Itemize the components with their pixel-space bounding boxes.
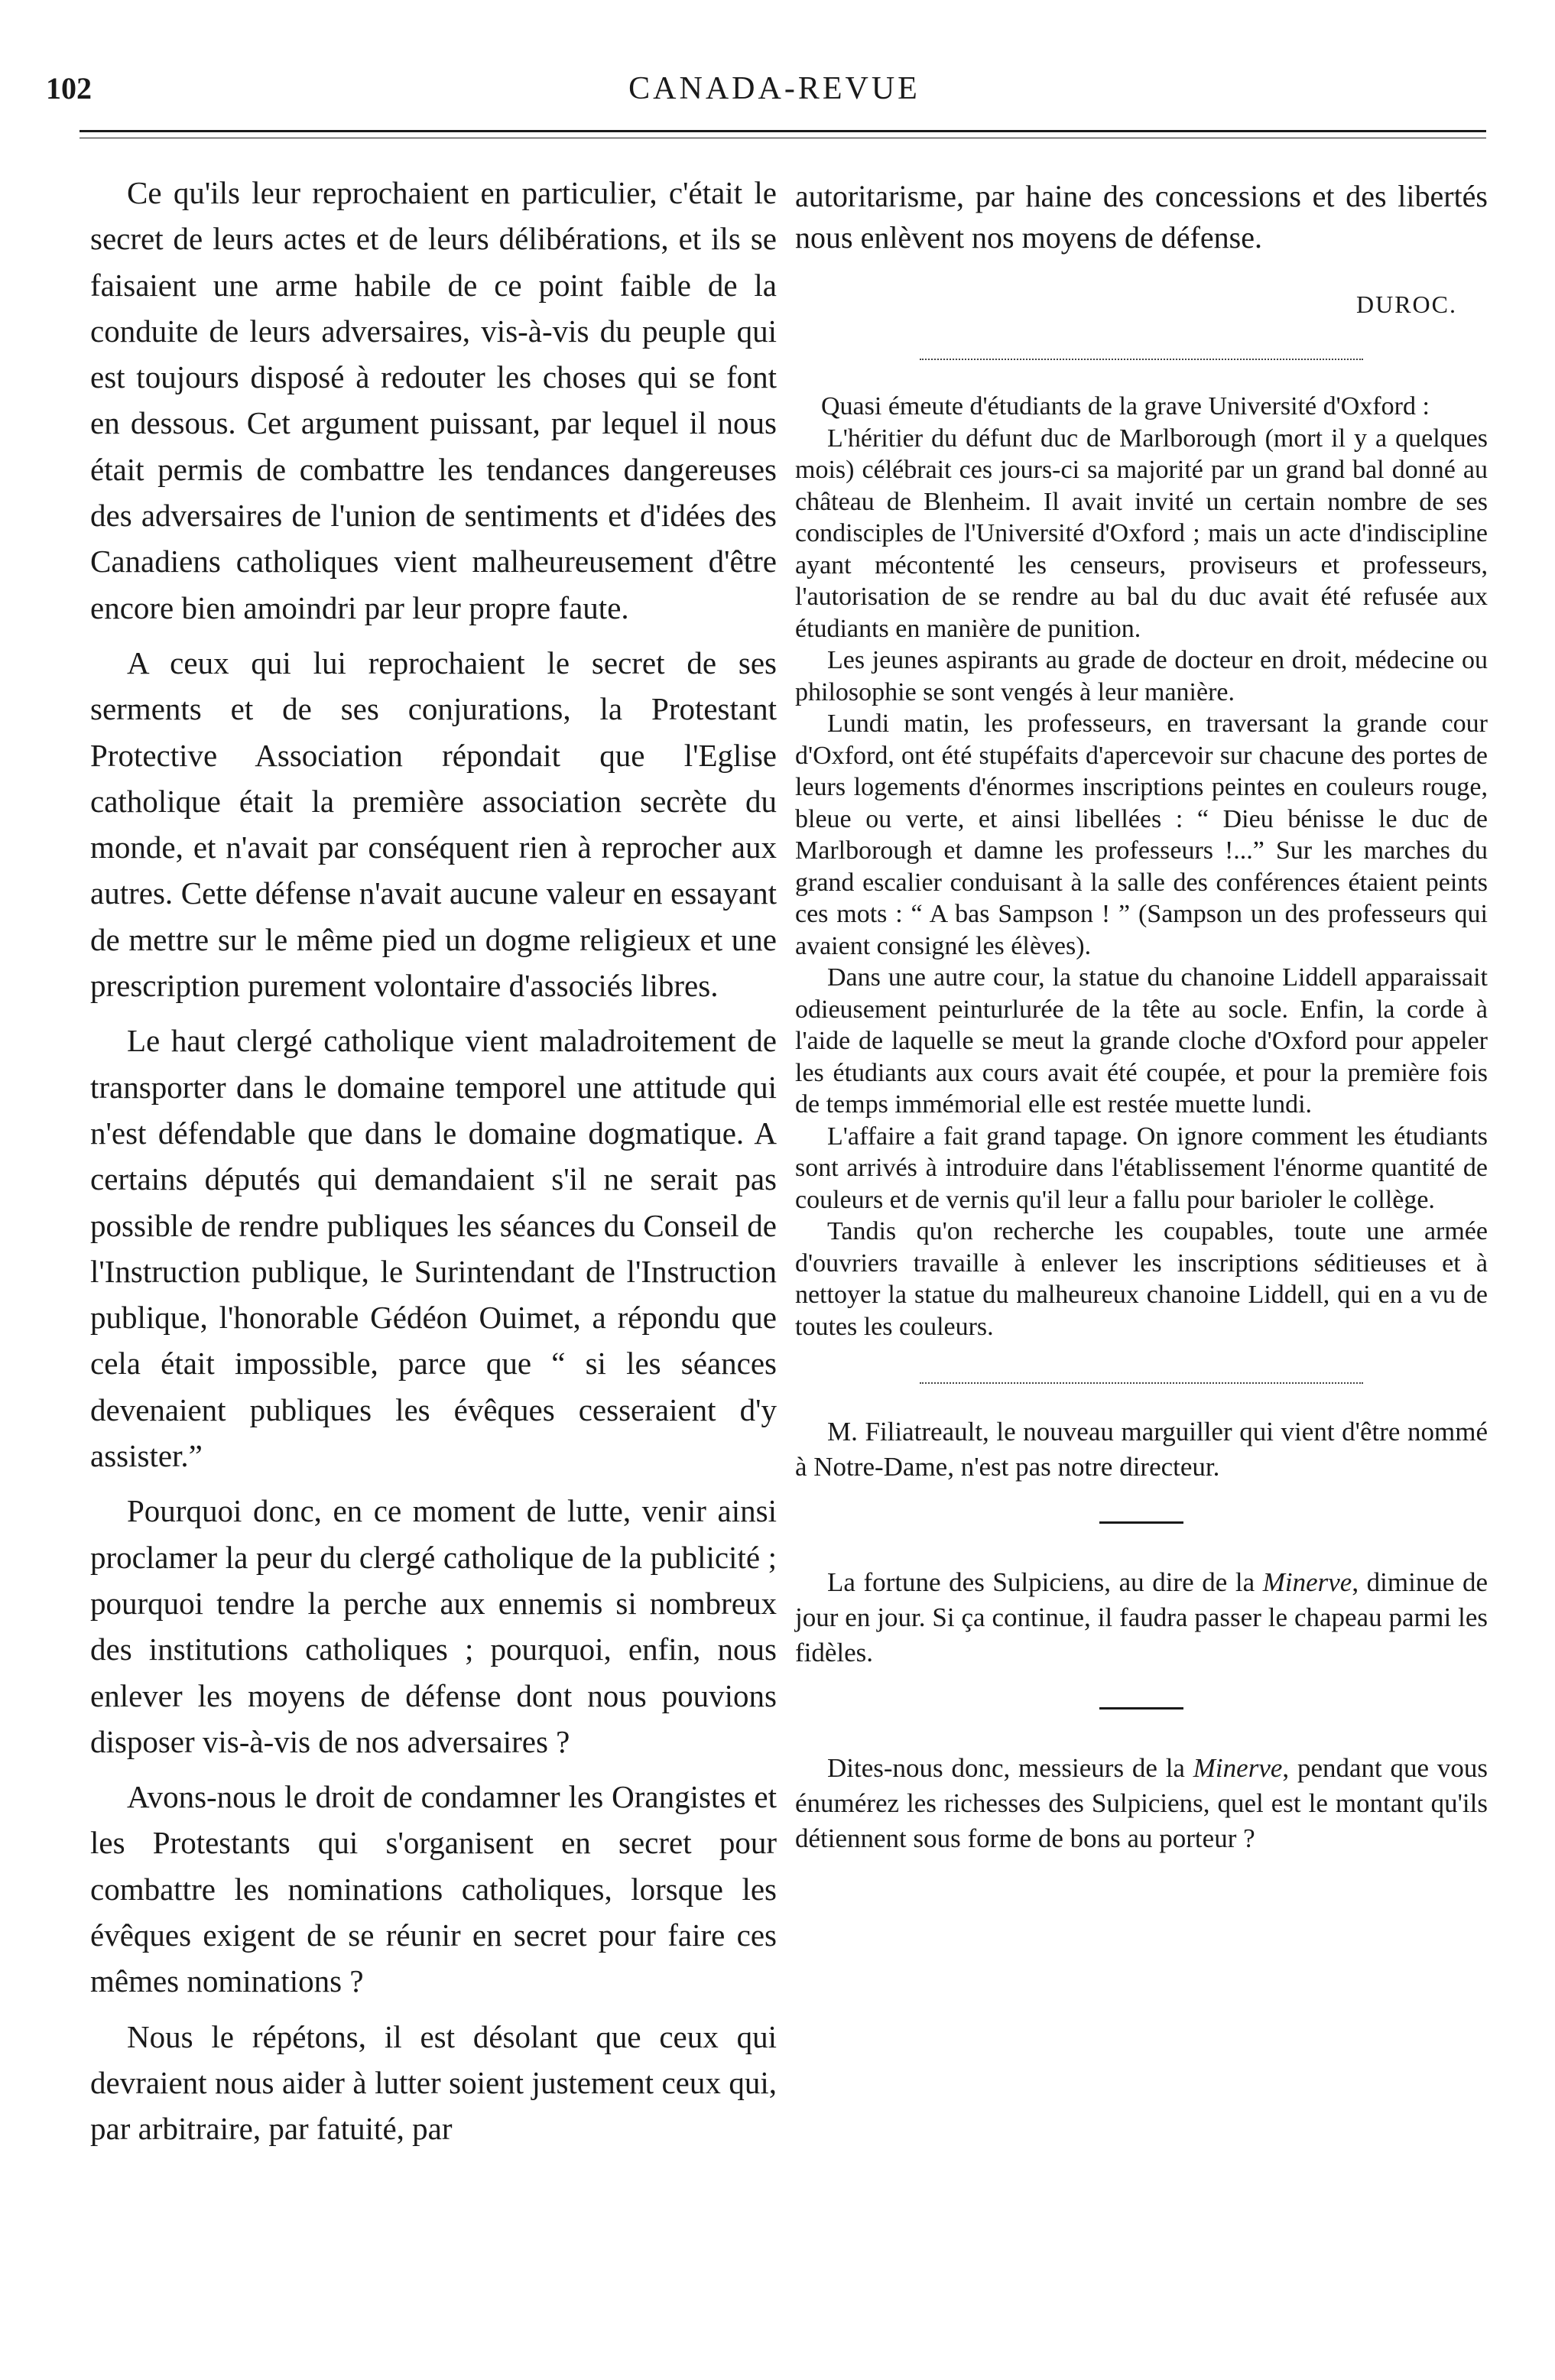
paragraph: Le haut clergé catholique vient maladroitement de transporter dans le domaine temporel une attitude qui n'est défendable que dans le domaine dogmatique. A certains députés qui demandaient s'il ne serait pas possible de rendre publiques les séances du Conseil de l'Instruction publique, le Surintendant de l'Instruction publique, l'honorable Gédéon Ouimet, a répondu que cela était impossible, parce que “ si les séances devenaient publiques les évêques cesseraient d'y assister.” [90, 1023, 777, 1474]
publication-name: Minerve [1262, 1567, 1352, 1597]
note-text [795, 1751, 1488, 1856]
article-continuation [795, 176, 1488, 258]
publication-name: Minerve [1193, 1753, 1283, 1783]
short-divider [1099, 1521, 1183, 1524]
paragraph: Avons-nous le droit de condamner les Orangistes et les Protestants qui s'organisent en secret pour combattre les nominations catholiques, lorsque les évêques exigent de se réunir en secret pour faire ces mêmes nominations ? [90, 1779, 777, 1999]
page-number: 102 [46, 71, 92, 106]
paragraph: Ce qu'ils leur reprochaient en particulier, c'était le secret de leurs actes et de leurs délibérations, et ils se faisaient une arme habile de ce point faible de la conduite de leurs adversaires, vis-à-vis du peuple qui est toujours disposé à redouter les choses qui se font en dessous. Cet argument puissant, par lequel il nous était permis de combattre les tendances dangereuses des adversaires de l'union de sentiments et d'idées des Canadiens catholiques vient malheureusement d'être encore bien amoindri par leur propre faute. [90, 175, 777, 625]
section-divider [920, 359, 1363, 360]
article-paragraph: Tandis qu'on recherche les coupables, toute une armée d'ouvriers travaille à enlever les inscriptions séditieuses et à nettoyer la statue du malheureux chanoine Liddell, qui en a vu de toutes les couleurs. [795, 1217, 1488, 1341]
note-text-end: , diminue de jour en jour. Si ça continue, il faudra passer le chapeau parmi les fidèles. [795, 1567, 1488, 1667]
article-paragraph: L'héritier du défunt duc de Marlborough (mort il y a quelques mois) célébrait ces jours-ci sa majorité par un grand bal donné au château de Blenheim. Il avait invité un certain nombre de ses condisciples de l'Université d'Oxford ; mais un acte d'indiscipline ayant mécontenté les censeurs, proviseurs et professeurs, l'autorisation de se rendre au bal du duc avait été refusée aux étudiants en manière de punition. [795, 424, 1488, 643]
note-text-end: , pendant que vous énumérez les richesses des Sulpiciens, quel est le montant qu'ils détiennent sous forme de bons au porteur ? [795, 1753, 1488, 1853]
article-paragraph: Lundi matin, les professeurs, en traversant la grande cour d'Oxford, ont été stupéfaits d'apercevoir sur chacune des portes de leurs logements d'énormes inscriptions peintes en couleurs rouge, bleue ou verte, et ainsi libellées : “ Dieu bénisse le duc de Marlborough et damne les professeurs !...” Sur les marches du grand escalier conduisant à la salle des conférences étaient peints ces mots : “ A bas Sampson ! ” (Sampson un des professeurs qui avaient consigné les élèves). [795, 709, 1488, 960]
oxford-article [795, 391, 1488, 1343]
article-paragraph: Les jeunes aspirants au grade de docteur en droit, médecine ou philosophie se sont vengés à leur manière. [795, 646, 1488, 706]
right-column [795, 176, 1488, 1856]
header-rule [80, 130, 1486, 132]
paragraph: Nous le répétons, il est désolant que ceux qui devraient nous aider à lutter soient justement ceux qui, par arbitraire, par fatuité, par [90, 2018, 777, 2147]
journal-title: CANADA-REVUE [628, 71, 920, 106]
paragraph: Pourquoi donc, en ce moment de lutte, venir ainsi proclamer la peur du clergé catholique de la publicité ; pourquoi tendre la perche aux ennemis si nombreux des institutions catholiques ; pourquoi, enfin, nous enlever les moyens de défense dont nous pouvions disposer vis-à-vis de nos adversaires ? [90, 1493, 777, 1759]
article-paragraph: L'affaire a fait grand tapage. On ignore comment les étudiants sont arrivés à introduire dans l'établissement l'énorme quantité de couleurs et de vernis qu'il leur a fallu pour barioler le collège. [795, 1122, 1488, 1214]
article-paragraph: Dans une autre cour, la statue du chanoine Liddell apparaissait odieusement peinturlurée de la tête au socle. Enfin, la corde à l'aide de laquelle se meut la grande cloche d'Oxford pour appeler les étudiants aux cours avait été coupée, et pour la première fois de temps immémorial elle est restée muette lundi. [795, 963, 1488, 1119]
note-text: M. Filiatreault, le nouveau marguiller qui vient d'être nommé à Notre-Dame, n'est pas notre directeur. [795, 1417, 1488, 1482]
short-divider [1099, 1707, 1183, 1710]
article-paragraph: Quasi émeute d'étudiants de la grave Université d'Oxford : [821, 392, 1430, 420]
paragraph: A ceux qui lui reprochaient le secret de ses serments et de ses conjurations, la Protestant Protective Association répondait que l'Eglise catholique était la première association secrète du monde, et n'avait par conséquent rien à reprocher aux autres. Cette défense n'avait aucune valeur en essayant de mettre sur le même pied un dogme religieux et une prescription purement volontaire d'associés libres. [90, 645, 777, 1004]
filiatreault-note [795, 1414, 1488, 1485]
sulpiciens-note [795, 1565, 1488, 1671]
author-signature: DUROC. [1355, 291, 1457, 318]
section-divider [920, 1382, 1363, 1384]
note-text-start: La fortune des Sulpiciens, au dire de la [827, 1567, 1263, 1597]
page-header [46, 70, 1503, 116]
left-column [90, 170, 777, 2161]
note-text [795, 1565, 1488, 1671]
note-text-start: Dites-nous donc, messieurs de la [827, 1753, 1193, 1783]
continuation-text: autoritarisme, par haine des concessions et des libertés nous enlèvent nos moyens de défense. [795, 179, 1488, 255]
minerve-note [795, 1751, 1488, 1856]
